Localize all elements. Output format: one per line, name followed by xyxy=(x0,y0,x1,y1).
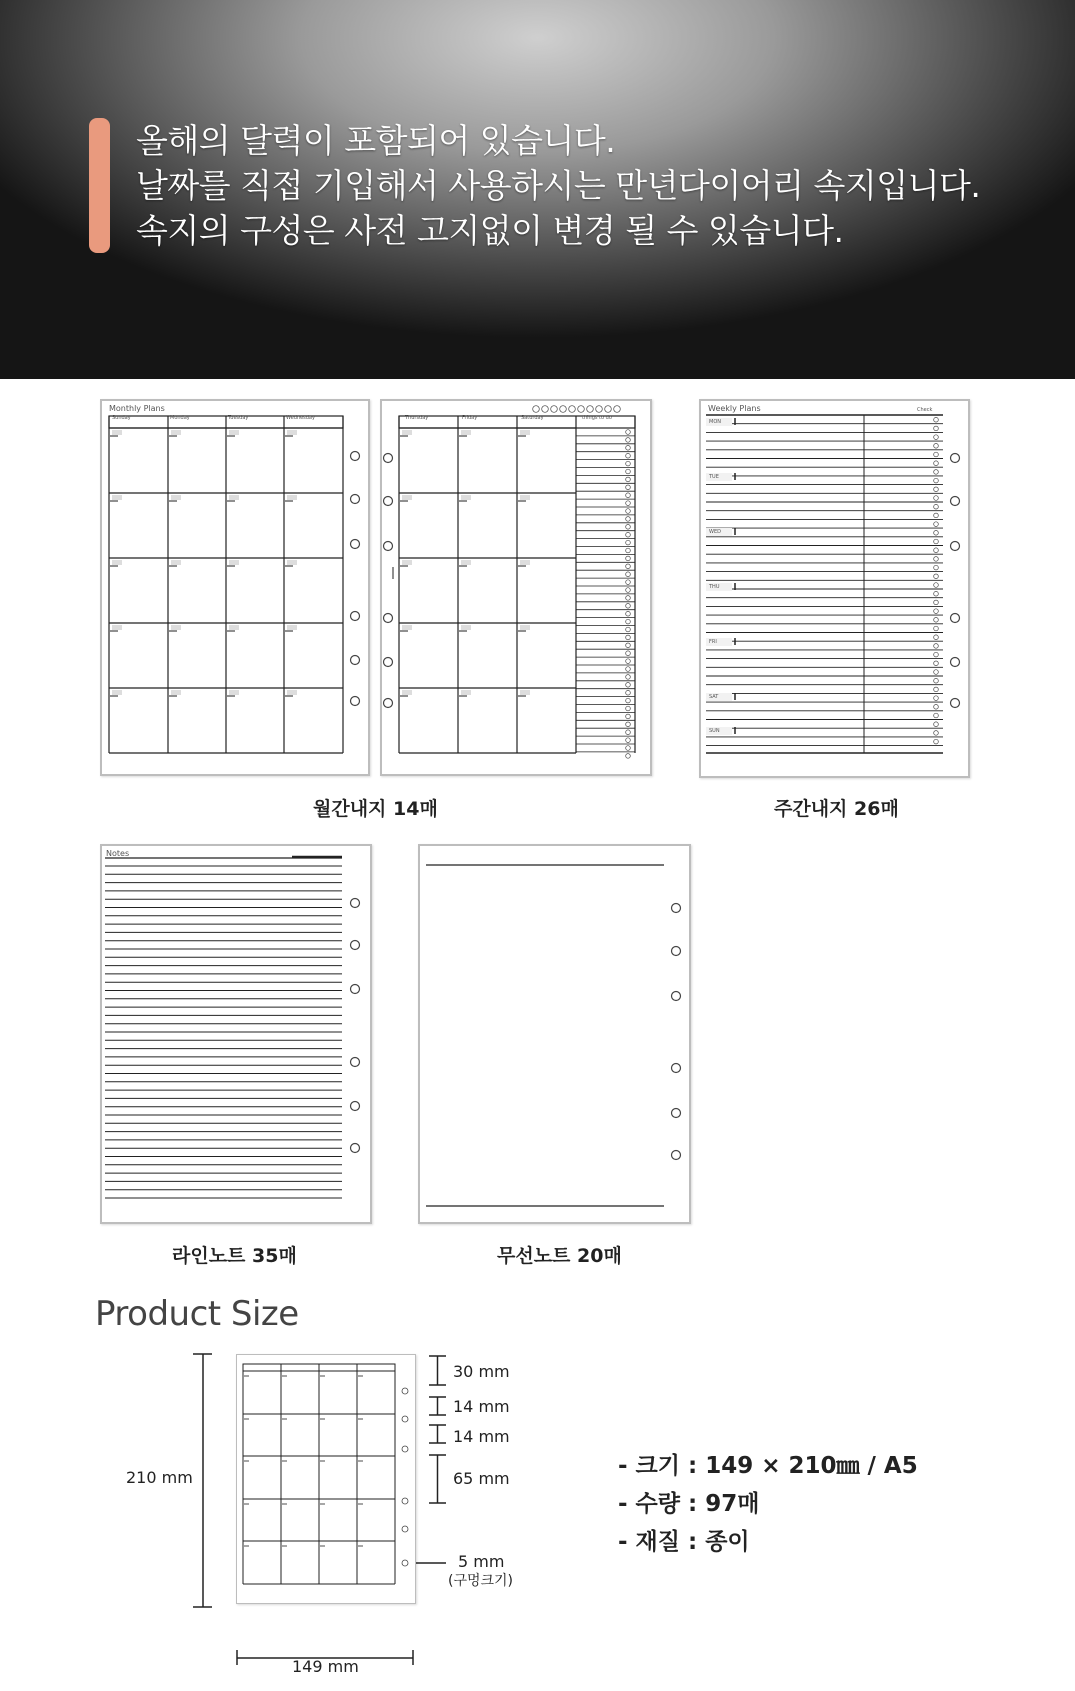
caption-weekly: 주간내지 26매 xyxy=(774,798,899,820)
weekly-day-sun: SUN xyxy=(709,728,720,734)
notice-line-3: 속지의 구성은 사전 고지없이 변경 될 수 있습니다. xyxy=(136,211,844,250)
monthly-left-graphic xyxy=(102,401,368,774)
weekly-day-wed: WED xyxy=(709,529,721,535)
weekly-day-tue: TUE xyxy=(709,474,719,480)
day-tuesday: Tuesday xyxy=(228,415,249,421)
hole-note: (구멍크기) xyxy=(448,1573,514,1589)
height-label: 210 mm xyxy=(126,1468,193,1487)
weekly-day-thu: THU xyxy=(709,584,720,590)
weekly-check: Check xyxy=(917,407,933,413)
blank-note-sheet xyxy=(418,844,691,1224)
blank-graphic xyxy=(420,846,689,1222)
spec-material: - 재질 : 종이 xyxy=(618,1529,750,1555)
weekly-graphic xyxy=(701,401,968,776)
size-diagram-sheet xyxy=(236,1354,416,1604)
monthly-sheet-right xyxy=(380,399,652,776)
monthly-sheet-left xyxy=(100,399,370,776)
accent-bar xyxy=(89,118,110,253)
day-friday: Friday xyxy=(462,415,478,421)
caption-lined: 라인노트 35매 xyxy=(172,1245,297,1267)
dim-65mm: 65 mm xyxy=(453,1469,510,1488)
spec-size: - 크기 : 149 × 210㎜ / A5 xyxy=(618,1453,918,1479)
caption-monthly: 월간내지 14매 xyxy=(313,798,438,820)
weekly-day-sat: SAT xyxy=(709,694,719,700)
monthly-right-graphic xyxy=(382,401,650,774)
day-sunday: Sunday xyxy=(112,415,131,421)
notice-text xyxy=(136,118,980,253)
todo-header: things to do xyxy=(582,415,612,421)
spec-quantity: - 수량 : 97매 xyxy=(618,1491,760,1517)
lined-note-sheet xyxy=(100,844,372,1224)
width-label: 149 mm xyxy=(292,1657,359,1676)
notice-banner xyxy=(0,0,1075,379)
caption-blank: 무선노트 20매 xyxy=(497,1245,622,1267)
day-monday: Monday xyxy=(170,415,190,421)
lined-graphic xyxy=(102,846,370,1222)
weekly-title: Weekly Plans xyxy=(708,404,761,413)
hole-size: 5 mm xyxy=(458,1552,505,1571)
day-wednesday: Wednesday xyxy=(286,415,315,421)
dim-30mm: 30 mm xyxy=(453,1362,510,1381)
dim-14mm-a: 14 mm xyxy=(453,1397,510,1416)
product-size-title: Product Size xyxy=(95,1294,299,1334)
weekly-day-mon: MON xyxy=(709,419,721,425)
monthly-title: Monthly Plans xyxy=(109,404,165,413)
size-diagram-graphic xyxy=(237,1355,415,1603)
day-thursday: Thursday xyxy=(405,415,429,421)
day-saturday: Saturday xyxy=(521,415,544,421)
weekly-day-fri: FRI xyxy=(709,639,717,645)
notice-line-2: 날짜를 직접 기입해서 사용하시는 만년다이어리 속지입니다. xyxy=(136,166,981,205)
weekly-sheet xyxy=(699,399,970,778)
notes-title: Notes xyxy=(106,849,130,858)
notice-line-1: 올해의 달력이 포함되어 있습니다. xyxy=(136,121,616,160)
dim-14mm-b: 14 mm xyxy=(453,1427,510,1446)
